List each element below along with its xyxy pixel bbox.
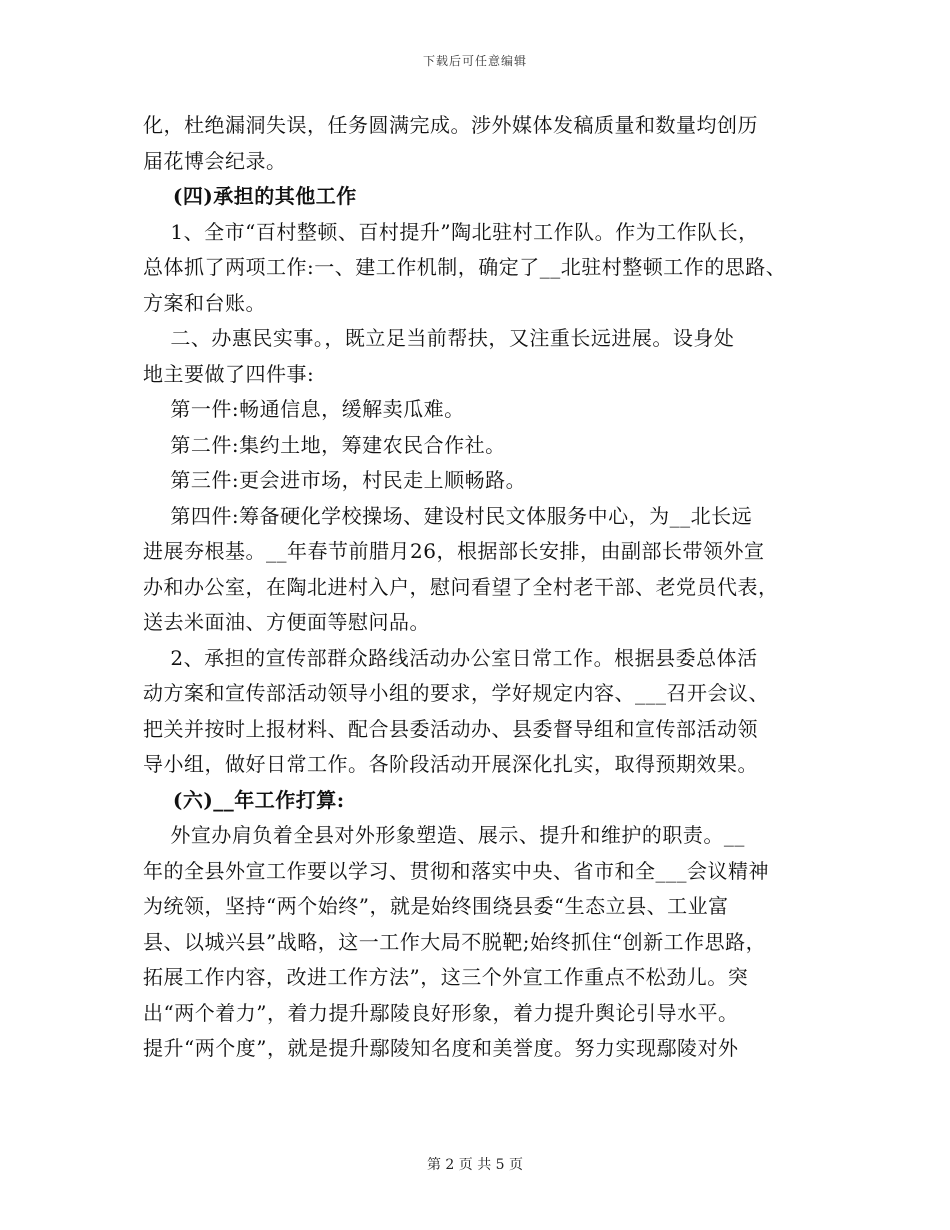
text-line: 外宣办肩负着全县对外形象塑造、展示、提升和维护的职责。__: [143, 823, 745, 847]
text-line: 办和办公室，在陶北进村入户，慰问看望了全村老干部、老党员代表，: [143, 574, 779, 599]
text-line: 把关并按时上报材料、配合县委活动办、县委督导组和宣传部活动领: [143, 716, 758, 741]
text-line: 为统领，坚持“两个始终”，就是始终围绕县委“生态立县、工业富: [143, 894, 729, 918]
section-heading: (六)__年工作打算:: [143, 787, 345, 812]
text-line: 化，杜绝漏洞失误，任务圆满完成。涉外媒体发稿质量和数量均创历: [143, 113, 758, 137]
text-line: 出“两个着力”，着力提升鄢陵良好形象，着力提升舆论引导水平。: [143, 1000, 739, 1025]
section-heading: (四)承担的其他工作: [143, 184, 357, 208]
page-header: 下载后可任意编辑: [422, 54, 527, 68]
text-line: 地主要做了四件事:: [143, 361, 315, 386]
text-line: 县、以城兴县”战略，这一工作大局不脱靶;始终抓住“创新工作思路，: [143, 929, 767, 954]
text-line: 送去米面油、方便面等慰问品。: [143, 610, 430, 634]
text-line: 第一件:畅通信息，缓解卖瓜难。: [143, 397, 465, 421]
text-line: 届花博会纪录。: [143, 148, 287, 173]
text-line: 第二件:集约土地，筹建农民合作社。: [143, 432, 506, 457]
text-line: 第四件:筹备硬化学校操场、建设村民文体服务中心，为__北长远: [143, 503, 753, 528]
text-line: 拓展工作内容，改进工作方法”，这三个外宣工作重点不松劲儿。突: [143, 965, 749, 989]
text-line: 动方案和宣传部活动领导小组的要求，学好规定内容、___召开会议、: [143, 681, 769, 705]
text-line: 导小组，做好日常工作。各阶段活动开展深化扎实，取得预期效果。: [143, 752, 758, 776]
text-line: 进展夯根基。__年春节前腊月26，根据部长安排，由副部长带领外宣: [143, 539, 765, 563]
text-line: 年的全县外宣工作要以学习、贯彻和落实中央、省市和全___会议精神: [143, 858, 769, 883]
text-line: 1、全市“百村整顿、百村提升”陶北驻村工作队。作为工作队长，: [143, 219, 759, 244]
text-line: 总体抓了两项工作:一、建工作机制，确定了__北驻村整顿工作的思路、: [143, 255, 787, 279]
text-line: 二、办惠民实事。，既立足当前帮扶，又注重长远进展。设身处: [143, 326, 735, 350]
text-line: 第三件:更会进市场，村民走上顺畅路。: [143, 468, 527, 492]
text-line: 2、承担的宣传部群众路线活动办公室日常工作。根据县委总体活: [143, 645, 758, 670]
text-line: 方案和台账。: [143, 290, 266, 315]
document-body: [143, 108, 823, 1067]
text-line: 提升“两个度”，就是提升鄢陵知名度和美誉度。努力实现鄢陵对外: [143, 1036, 739, 1060]
page-number: 第 2 页 共 5 页: [426, 1157, 524, 1173]
